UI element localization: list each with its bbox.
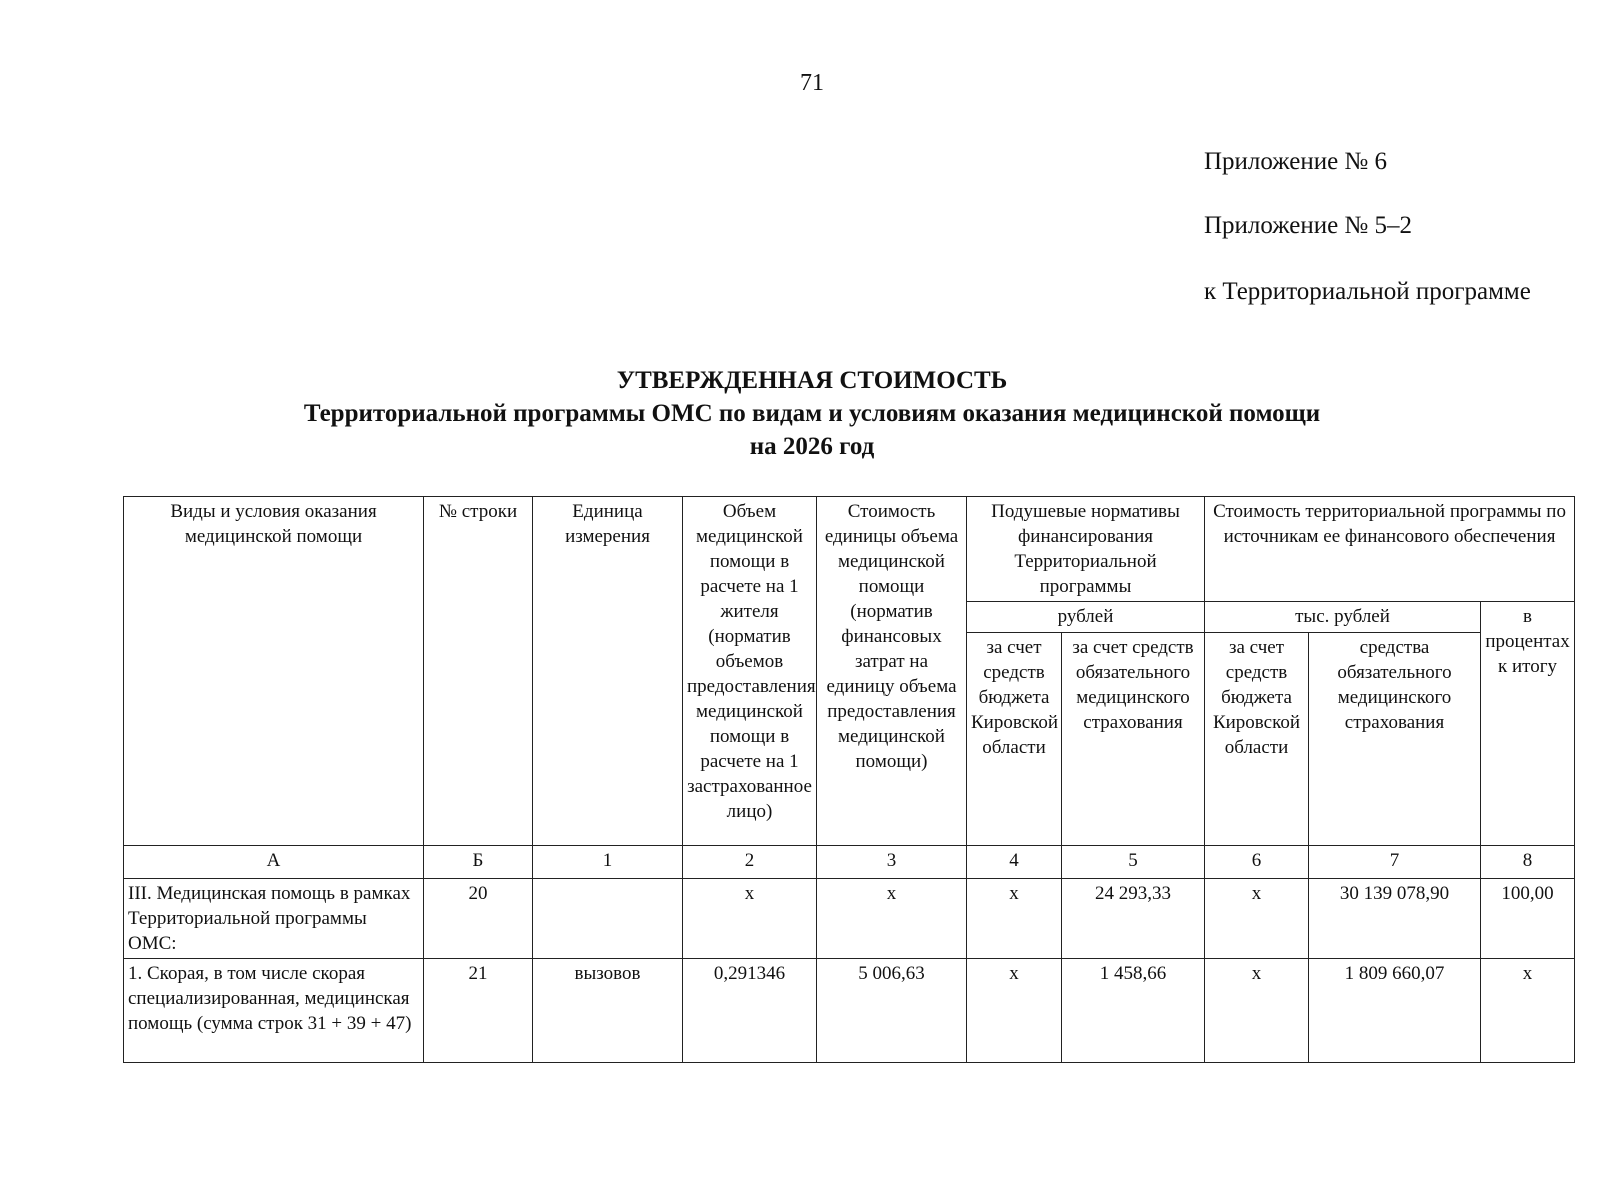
row-name: 1. Скорая, в том числе скорая специализированная, медицинская помощь (сумма строк 31 + 39 + 47) xyxy=(124,959,424,1063)
row-percent: 100,00 xyxy=(1481,879,1575,959)
row-budget-per-capita: х xyxy=(967,959,1062,1063)
column-index: 6 xyxy=(1205,846,1309,879)
row-percent: х xyxy=(1481,959,1575,1063)
column-index: 8 xyxy=(1481,846,1575,879)
row-number: 21 xyxy=(424,959,533,1063)
row-unit xyxy=(533,879,683,959)
row-volume: 0,291346 xyxy=(683,959,817,1063)
appendix-number: Приложение № 6 xyxy=(1204,148,1388,175)
header-per-capita: Подушевые нормативы финансирования Территориальной программы xyxy=(967,497,1205,602)
header-unit-cost: Стоимость единицы объема медицинской помощи (норматив финансовых затрат на единицу объема предоставления медицинской помощи) xyxy=(817,497,967,846)
header-budget-per-capita: за счет средств бюджета Кировской области xyxy=(967,633,1062,846)
page-number: 71 xyxy=(800,70,824,96)
column-index: Б xyxy=(424,846,533,879)
row-oms-per-capita: 24 293,33 xyxy=(1062,879,1205,959)
row-budget-total: х xyxy=(1205,959,1309,1063)
header-program-cost: Стоимость территориальной программы по источникам ее финансового обеспечения xyxy=(1205,497,1575,602)
cost-table xyxy=(123,496,1575,1063)
column-index: 3 xyxy=(817,846,967,879)
row-budget-per-capita: х xyxy=(967,879,1062,959)
row-number: 20 xyxy=(424,879,533,959)
appendix-subnumber: Приложение № 5–2 xyxy=(1204,212,1413,239)
column-index: 5 xyxy=(1062,846,1205,879)
title-line-1: УТВЕРЖДЕННАЯ СТОИМОСТЬ xyxy=(616,367,1008,394)
title-line-3: на 2026 год xyxy=(749,433,875,460)
row-oms-total: 1 809 660,07 xyxy=(1309,959,1481,1063)
row-unit: вызовов xyxy=(533,959,683,1063)
row-unit-cost: 5 006,63 xyxy=(817,959,967,1063)
table-row xyxy=(124,959,1575,1063)
row-oms-total: 30 139 078,90 xyxy=(1309,879,1481,959)
header-oms-total: средства обязательного медицинского страхования xyxy=(1309,633,1481,846)
title-line-2: Территориальной программы ОМС по видам и условиям оказания медицинской помощи xyxy=(303,400,1321,427)
row-oms-per-capita: 1 458,66 xyxy=(1062,959,1205,1063)
header-percent: в процентах к итогу xyxy=(1481,602,1575,846)
row-budget-total: х xyxy=(1205,879,1309,959)
row-volume: х xyxy=(683,879,817,959)
column-index: 2 xyxy=(683,846,817,879)
table-row xyxy=(124,879,1575,959)
header-oms-per-capita: за счет средств обязательного медицинского страхования xyxy=(1062,633,1205,846)
header-volume: Объем медицинской помощи в расчете на 1 жителя (норматив объемов предоставления медицинской помощи в расчете на 1 застрахованное лицо) xyxy=(683,497,817,846)
column-index-row xyxy=(124,846,1575,879)
column-index: 1 xyxy=(533,846,683,879)
header-rubles: рублей xyxy=(967,602,1205,633)
column-index: 4 xyxy=(967,846,1062,879)
row-name: III. Медицинская помощь в рамках Территориальной программы ОМС: xyxy=(124,879,424,959)
header-thousand-rubles: тыс. рублей xyxy=(1205,602,1481,633)
header-row-number: № строки xyxy=(424,497,533,846)
column-index: 7 xyxy=(1309,846,1481,879)
header-unit: Единица измерения xyxy=(533,497,683,846)
appendix-reference: к Территориальной программе xyxy=(1204,278,1531,305)
row-unit-cost: х xyxy=(817,879,967,959)
header-budget-total: за счет средств бюджета Кировской области xyxy=(1205,633,1309,846)
document-title xyxy=(0,364,1624,463)
header-types: Виды и условия оказания медицинской помощи xyxy=(124,497,424,846)
column-index: А xyxy=(124,846,424,879)
